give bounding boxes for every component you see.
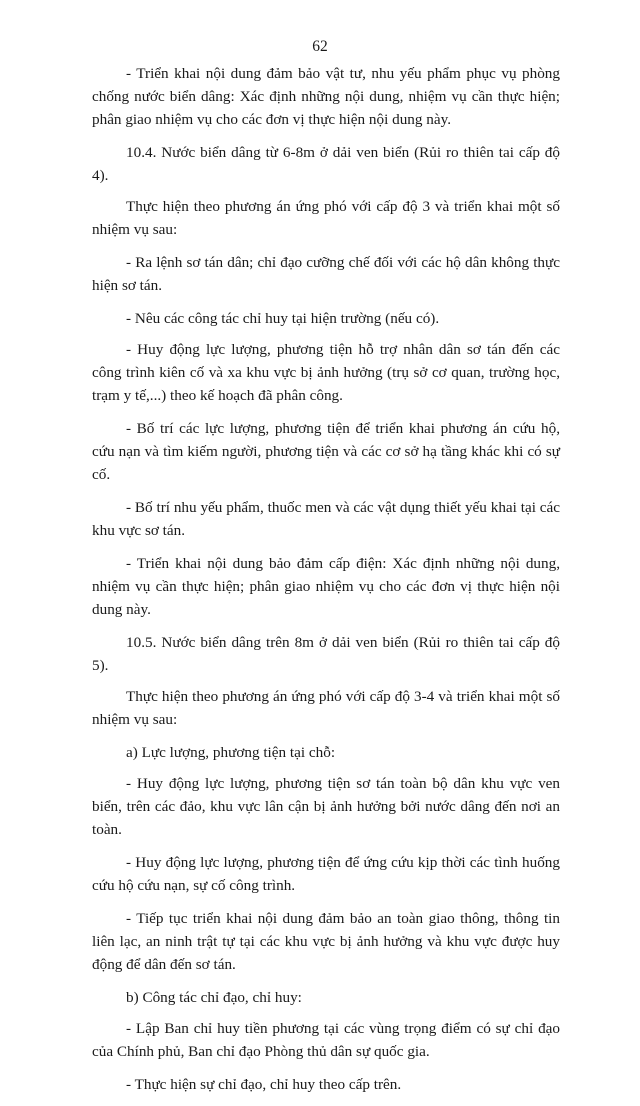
paragraph-field-command: - Nêu các công tác chỉ huy tại hiện trường (nếu có). <box>126 310 440 327</box>
paragraph-supplies: - Triển khai nội dung đảm bảo vật tư, nhu yếu phẩm phục vụ phòng chống nước biển dâng: Xác định những nội dung, nhiệm vụ cần thực hiện; phân giao nhiệm vụ cho các đơn vị thực hiện nội dung này. <box>92 65 560 128</box>
paragraph-rescue-forces: - Bố trí các lực lượng, phương tiện để triển khai phương án cứu hộ, cứu nạn và tìm kiếm người, phương tiện và các cơ sở hạ tầng khác khi có sự cố. <box>92 420 560 483</box>
paragraph-response-level-3: Thực hiện theo phương án ứng phó với cấp độ 3 và triển khai một số nhiệm vụ sau: <box>92 198 560 238</box>
paragraph-power-supply: - Triển khai nội dung bảo đảm cấp điện: Xác định những nội dung, nhiệm vụ cần thực hiện; phân giao nhiệm vụ cho các đơn vị thực hiện nội dung này. <box>92 555 560 618</box>
section-heading-10-4: 10.4. Nước biển dâng từ 6-8m ở dải ven biển (Rủi ro thiên tai cấp độ 4). <box>92 144 560 184</box>
subheading-command: b) Công tác chỉ đạo, chỉ huy: <box>126 989 302 1006</box>
paragraph-evacuation-order: - Ra lệnh sơ tán dân; chỉ đạo cưỡng chế đối với các hộ dân không thực hiện sơ tán. <box>92 254 560 294</box>
document-body <box>92 62 560 1106</box>
paragraph-evacuate-coastal: - Huy động lực lượng, phương tiện sơ tán toàn bộ dân khu vực ven biển, trên các đảo, khu vực lân cận bị ảnh hưởng bởi nước dâng đến nơi an toàn. <box>92 775 560 838</box>
paragraph-rescue-incidents: - Huy động lực lượng, phương tiện để ứng cứu kịp thời các tình huống cứu hộ cứu nạn, sự cố công trình. <box>92 854 560 894</box>
subheading-local-forces: a) Lực lượng, phương tiện tại chỗ: <box>126 744 336 761</box>
section-heading-10-5: 10.5. Nước biển dâng trên 8m ở dải ven biển (Rủi ro thiên tai cấp độ 5). <box>92 634 560 674</box>
paragraph-traffic-safety: - Tiếp tục triển khai nội dung đảm bảo an toàn giao thông, thông tin liên lạc, an ninh trật tự tại các khu vực bị ảnh hưởng và khu vực được huy động để dân đến sơ tán. <box>92 910 560 973</box>
paragraph-follow-command: - Thực hiện sự chỉ đạo, chỉ huy theo cấp trên. <box>126 1076 402 1093</box>
paragraph-response-level-3-4: Thực hiện theo phương án ứng phó với cấp độ 3-4 và triển khai một số nhiệm vụ sau: <box>92 688 560 728</box>
paragraph-essential-supplies: - Bố trí nhu yếu phẩm, thuốc men và các vật dụng thiết yếu khai tại các khu vực sơ tán. <box>92 499 560 539</box>
paragraph-forward-command: - Lập Ban chỉ huy tiền phương tại các vùng trọng điểm có sự chỉ đạo của Chính phủ, Ban chỉ đạo Phòng thủ dân sự quốc gia. <box>92 1020 560 1060</box>
paragraph-mobilize-support: - Huy động lực lượng, phương tiện hỗ trợ nhân dân sơ tán đến các công trình kiên cố và xa khu vực bị ảnh hưởng (trụ sở cơ quan, trường học, trạm y tế,...) theo kế hoạch đã phân công. <box>92 341 560 404</box>
page-number: 62 <box>312 38 328 55</box>
